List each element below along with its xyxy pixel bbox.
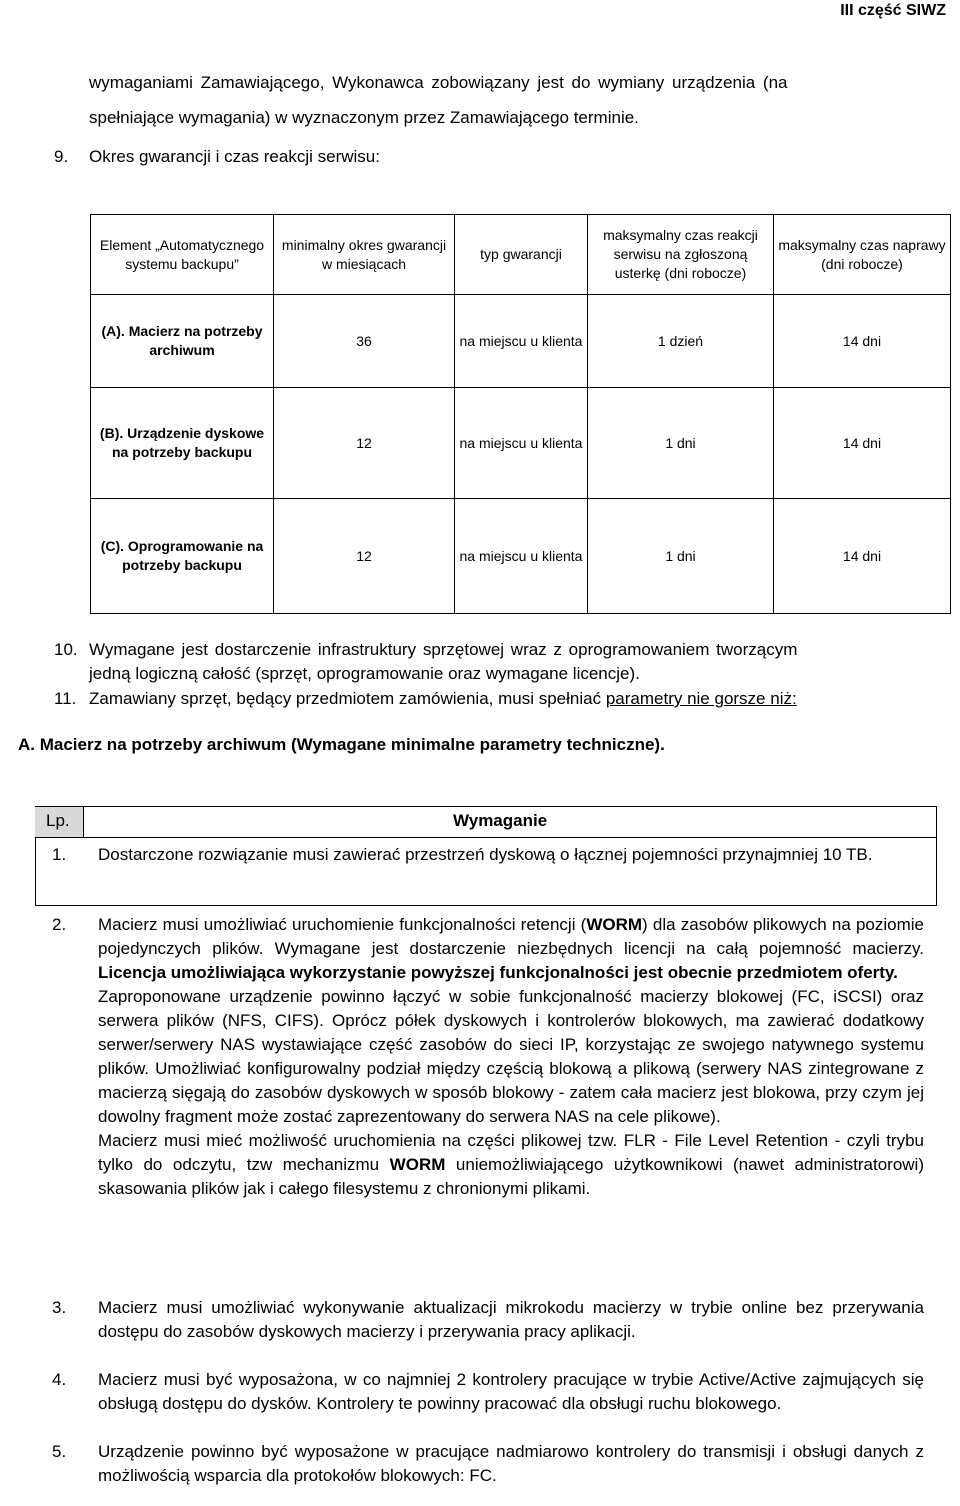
row-repair: 14 dni [774,295,951,388]
text-run: Macierz musi umożliwiać uruchomienie funkcjonalności retencji ( [98,915,587,934]
page-header: III część SIWZ [840,2,946,19]
requirement-number: 3. [52,1298,67,1317]
header-repair: maksymalny czas naprawy (dni robocze) [774,215,951,295]
requirement-2-paragraph-2: Zaproponowane urządzenie powinno łączyć w sobie funkcjonalność macierzy blokowej (FC, iSCSI) oraz serwera plików (NFS, CIFS). Oprócz półek dyskowych i kontrolerów blokowych, ma zawierać dodatkowy serwer/serwery NAS wystawiające część zasobów do sieci IP, korzystając ze swojego natywnego systemu plików. Umożliwiać konfigurowalny podział między częścią blokową a plikową (serwery NAS zintegrowane z macierzą sięgają do zasobów dyskowych w sposób blokowy - zatem cała macierz jest blokowa, przy czym jej dowolny fragment może zostać zaprezentowany do serwera NAS na cele plikowe). [98,987,924,1126]
requirement-text: Macierz musi umożliwiać wykonywanie aktualizacji mikrokodu macierzy w trybie online bez przerywania dostępu do zasobów dyskowych macierzy i przerywania pracy aplikacji. [98,1298,924,1341]
requirement-number: 4. [52,1370,67,1389]
item-9-number: 9. [54,147,69,166]
warranty-header-row [91,215,951,295]
row-reaction: 1 dni [588,499,774,614]
requirement-header: Wymaganie [453,811,548,830]
requirements-header [35,806,937,838]
header-type: typ gwarancji [455,215,588,295]
row-months: 36 [274,295,455,388]
item-10-number: 10. [54,640,78,659]
table-row [91,295,951,388]
item-11-text [89,687,957,710]
license-note: Licencja umożliwiająca wykorzystanie powyższej funkcjonalności jest obecnie przedmiotem oferty. [98,963,898,982]
row-repair: 14 dni [774,388,951,499]
item-11-body: Zamawiany sprzęt, będący przedmiotem zamówienia, musi spełniać [89,689,606,708]
row-type: na miejscu u klienta [455,295,588,388]
row-reaction: 1 dni [588,388,774,499]
item-9-text: Okres gwarancji i czas reakcji serwisu: [89,147,380,166]
requirement-text: Macierz musi być wyposażona, w co najmniej 2 kontrolery pracujące w trybie Active/Active zajmujących się obsługą dostępu do dysków. Kontrolery te powinny pracować dla obsługi ruchu blokowego. [98,1370,924,1413]
intro-line-2: spełniające wymagania) w wyznaczonym przez Zamawiającego terminie. [89,108,639,127]
item-11-number: 11. [54,689,77,708]
lp-header: Lp. [46,811,70,830]
section-a-title: A. Macierz na potrzeby archiwum (Wymagane minimalne parametry techniczne). [18,735,665,754]
requirement-2-paragraph-3 [98,1129,924,1201]
table-row [91,499,951,614]
warranty-table [90,214,951,614]
row-element: (C). Oprogramowanie na potrzeby backupu [91,499,274,614]
row-months: 12 [274,499,455,614]
row-reaction: 1 dzień [588,295,774,388]
header-element: Element „Automatycznego systemu backupu” [91,215,274,295]
item-10-line-2: jedną logiczną całość (sprzęt, oprogramowanie oraz wymagane licencje). [89,664,640,683]
row-repair: 14 dni [774,499,951,614]
intro-line-1: wymaganiami Zamawiającego, Wykonawca zobowiązany jest do wymiany urządzenia (na [89,73,788,92]
requirement-text: Urządzenie powinno być wyposażone w pracujące nadmiarowo kontrolery do transmisji i obsługi danych z możliwością wsparcia dla protokołów blokowych: FC. [98,1442,924,1485]
row-type: na miejscu u klienta [455,388,588,499]
row-element: (B). Urządzenie dyskowe na potrzeby backupu [91,388,274,499]
worm-term: WORM [389,1155,446,1174]
requirement-2-paragraph-1 [98,913,924,985]
row-months: 12 [274,388,455,499]
item-10-line-1: Wymagane jest dostarczenie infrastruktury sprzętowej wraz z oprogramowaniem tworzącym [89,640,798,659]
header-months: minimalny okres gwarancji w miesiącach [274,215,455,295]
text-run: Macierz musi mieć możliwość uruchomienia na części plikowej tzw. FLR - File Level Retention - czyli trybu tylko do odczytu, tzw mechanizmu [98,1131,924,1174]
requirement-number: 1. [52,845,67,864]
requirement-text: Dostarczone rozwiązanie musi zawierać przestrzeń dyskową o łącznej pojemności przynajmniej 10 TB. [98,845,873,864]
requirement-number: 5. [52,1442,67,1461]
requirements-row-separator [35,905,937,906]
requirement-number: 2. [52,915,67,934]
table-row [91,388,951,499]
requirement-text [98,913,924,1201]
worm-term: WORM [586,915,643,934]
text-run: uniemożliwiającego użytkownikowi (nawet administratorowi) skasowania plików jak i całego filesystemu z chronionymi plikami. [98,1155,924,1198]
row-type: na miejscu u klienta [455,499,588,614]
item-11-underlined: parametry nie gorsze niż: [605,689,797,708]
header-reaction: maksymalny czas reakcji serwisu na zgłoszoną usterkę (dni robocze) [588,215,774,295]
row-element: (A). Macierz na potrzeby archiwum [91,295,274,388]
text-run: ) dla zasobów plikowych na poziomie pojedynczych plików. Wymagane jest dostarczenie niezbędnych licencji na całą pojemność macierzy. [98,915,924,958]
